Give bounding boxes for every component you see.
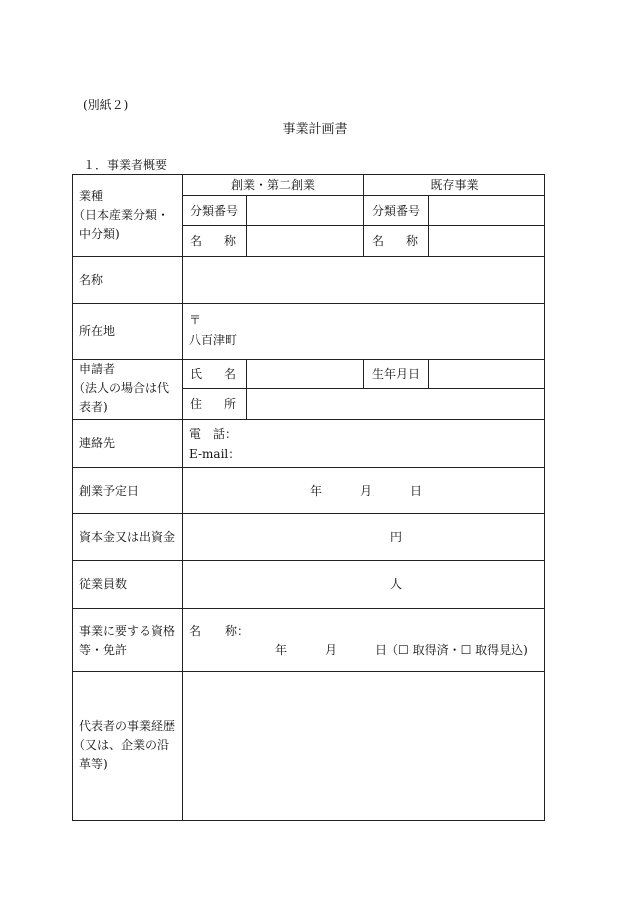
license-name-label: 名 称： [189, 624, 250, 638]
license-label: 事業に要する資格 [79, 624, 176, 638]
business-overview-table [72, 174, 545, 821]
person-unit: 人 [390, 577, 403, 591]
column-divider [363, 359, 364, 388]
row-divider [73, 303, 545, 304]
row-divider [73, 513, 545, 514]
year-label: 年 [275, 643, 288, 657]
row-divider [73, 419, 545, 420]
address-label: 所在地 [79, 324, 116, 338]
contact-label: 連絡先 [79, 436, 116, 450]
row-divider [73, 256, 545, 257]
row-divider [73, 671, 545, 672]
column-divider [182, 175, 183, 821]
column-header-existing-business: 既存事業 [430, 178, 479, 192]
row-divider [73, 467, 545, 468]
row-divider [73, 359, 545, 360]
applicant-address-label-char: 所 [224, 397, 237, 411]
name-label-char: 称 [406, 234, 419, 248]
capital-label: 資本金又は出資金 [79, 530, 176, 544]
career-label: （又は、企業の沿 [73, 738, 170, 752]
applicant-label: 申請者 [79, 362, 116, 376]
name-label-char: 名 [190, 234, 203, 248]
name-label-char: 名 [372, 234, 385, 248]
row-divider [73, 560, 545, 561]
day-label: 日 [410, 484, 423, 498]
applicant-label: 表者) [79, 400, 108, 414]
license-status-checkboxes: （☐ 取得済・☐ 取得見込) [386, 643, 528, 657]
postal-mark: 〒 [189, 313, 202, 327]
applicant-name-label-char: 名 [224, 367, 237, 381]
row-divider [73, 608, 545, 609]
column-divider [428, 195, 429, 256]
industry-label: 中分類) [79, 227, 120, 241]
attachment-label: (別紙２) [83, 98, 129, 112]
page-title: 事業計画書 [282, 122, 348, 137]
phone-label: 電 話： [189, 427, 238, 441]
email-label: E-mail： [189, 447, 241, 461]
employee-count-label: 従業員数 [79, 577, 128, 591]
classification-number-label: 分類番号 [372, 204, 421, 218]
day-label: 日 [375, 643, 388, 657]
yen-unit: 円 [390, 530, 403, 544]
column-header-new-business: 創業・第二創業 [230, 178, 315, 192]
column-divider [246, 195, 247, 256]
year-label: 年 [310, 484, 323, 498]
month-label: 月 [325, 643, 338, 657]
industry-label: （日本産業分類・ [73, 208, 170, 222]
applicant-address-label-char: 住 [190, 397, 203, 411]
applicant-name-label-char: 氏 [190, 367, 203, 381]
classification-number-label: 分類番号 [190, 204, 239, 218]
date-of-birth-label: 生年月日 [372, 367, 421, 381]
column-divider [428, 359, 429, 388]
career-label: 革等) [79, 757, 108, 771]
section-heading: １．事業者概要 [83, 158, 168, 172]
license-label: 等・免許 [79, 643, 128, 657]
company-name-label: 名称 [79, 273, 104, 287]
industry-label: 業種 [79, 189, 104, 203]
planned-start-date-label: 創業予定日 [79, 484, 140, 498]
cell-divider [182, 388, 545, 389]
month-label: 月 [360, 484, 373, 498]
applicant-label: （法人の場合は代 [73, 381, 170, 395]
career-label: 代表者の事業経歴 [79, 719, 176, 733]
name-label-char: 称 [224, 234, 237, 248]
address-town: 八百津町 [189, 333, 238, 347]
column-divider [246, 359, 247, 419]
